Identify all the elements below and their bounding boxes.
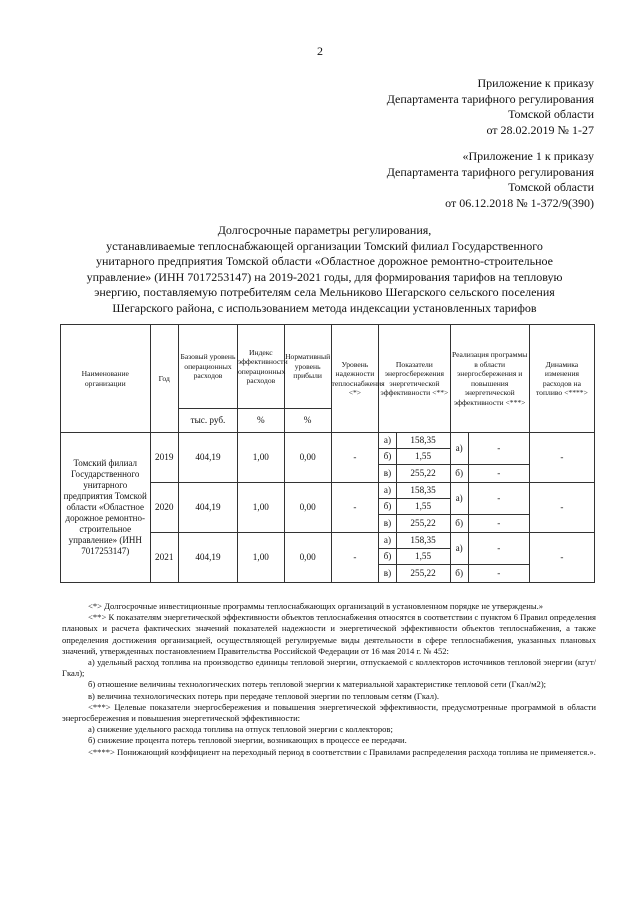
program-value: - bbox=[468, 515, 529, 533]
energy-value: 255,22 bbox=[396, 465, 450, 483]
parameters-table bbox=[60, 324, 595, 583]
program-label: б) bbox=[450, 515, 468, 533]
appendix-order-block bbox=[387, 76, 594, 138]
cell-base: 404,19 bbox=[178, 533, 237, 583]
cell-dynamics: - bbox=[529, 483, 594, 533]
cell-index: 1,00 bbox=[237, 533, 284, 583]
energy-label: в) bbox=[379, 515, 396, 533]
program-value: - bbox=[468, 533, 529, 565]
program-value: - bbox=[468, 433, 529, 465]
page-number: 2 bbox=[317, 44, 323, 58]
cell-dynamics: - bbox=[529, 433, 594, 483]
appendix-line: «Приложение 1 к приказу bbox=[462, 149, 594, 163]
unit-index: % bbox=[237, 409, 284, 433]
footnote: <****> Понижающий коэффициент на переходный период в соответствии с Правилами распределения расхода топлива не применяется.». bbox=[88, 746, 596, 757]
energy-label: б) bbox=[379, 549, 396, 565]
footnote: б) отношение величины технологических потерь тепловой энергии к материальной характеристике тепловой сети (Гкал/м2); bbox=[88, 679, 547, 690]
appendix-1-block bbox=[387, 149, 594, 211]
cell-profit: 0,00 bbox=[284, 483, 331, 533]
cell-reliability: - bbox=[331, 483, 379, 533]
table-header-row bbox=[61, 325, 595, 409]
footnote: в) величина технологических потерь при передаче тепловой энергии по тепловым сетям (Гкал). bbox=[88, 690, 440, 701]
energy-value: 1,55 bbox=[396, 449, 450, 465]
header-base: Базовый уровень операционных расходов bbox=[178, 325, 237, 409]
title-line: Долгосрочные параметры регулирования, bbox=[217, 223, 432, 237]
title-line: энергию, поставляемую потребителям села Мельниково Шегарского сельского поселения bbox=[94, 285, 555, 299]
cell-year: 2020 bbox=[150, 483, 178, 533]
unit-base: тыс. руб. bbox=[178, 409, 237, 433]
program-label: а) bbox=[450, 533, 468, 565]
appendix-line: от 28.02.2019 № 1-27 bbox=[486, 122, 594, 137]
cell-dynamics: - bbox=[529, 533, 594, 583]
energy-value: 1,55 bbox=[396, 549, 450, 565]
energy-label: б) bbox=[379, 449, 396, 465]
unit-profit: % bbox=[284, 409, 331, 433]
footnote: <***> Целевые показатели энергосбережения и повышения энергетической эффективности, предусмотренные программой в области энергосбережения и повышения энергетической эффективности: bbox=[62, 701, 596, 724]
cell-profit: 0,00 bbox=[284, 533, 331, 583]
cell-year: 2019 bbox=[150, 433, 178, 483]
energy-label: в) bbox=[379, 465, 396, 483]
footnote: <**> К показателям энергетической эффективности объектов теплоснабжения относятся в соответствии с пунктом 6 Правил определения плановых и расчета фактических значений показателей надежности и энергетической эффективности объектов теплоснабжения, а также определения достижения организацией, осуществляющей регулируемые виды деятельности в сфере теплоснабжения, указанных плановых значений, утвержденных постановлением Правительства Российской Федерации от 16 мая 2014 г. № 452: bbox=[62, 612, 596, 656]
appendix-line: Департамента тарифного регулирования bbox=[386, 164, 594, 179]
appendix-line: Департамента тарифного регулирования bbox=[386, 91, 594, 106]
footnote: б) снижение процента потерь тепловой энергии, возникающих в процессе ее передачи. bbox=[88, 735, 407, 746]
title-line: устанавливаемые теплоснабжающей организации Томский филиал Государственного bbox=[106, 238, 543, 253]
table-row bbox=[61, 433, 595, 449]
header-index: Индекс эффективности операционных расходов bbox=[237, 325, 284, 409]
appendix-line: Приложение к приказу bbox=[477, 76, 594, 90]
energy-value: 1,55 bbox=[396, 499, 450, 515]
program-value: - bbox=[468, 465, 529, 483]
title-line: Шегарского района, с использованием метода индексации установленных тарифов bbox=[112, 300, 537, 315]
energy-label: а) bbox=[379, 483, 396, 499]
program-label: а) bbox=[450, 483, 468, 515]
program-label: б) bbox=[450, 465, 468, 483]
appendix-line: Томской области bbox=[508, 107, 594, 121]
footnote: <*> Долгосрочные инвестиционные программы теплоснабжающих организаций в установленном порядке не утверждены.» bbox=[88, 601, 544, 611]
program-value: - bbox=[468, 483, 529, 515]
energy-label: а) bbox=[379, 533, 396, 549]
cell-base: 404,19 bbox=[178, 483, 237, 533]
cell-index: 1,00 bbox=[237, 483, 284, 533]
program-label: а) bbox=[450, 433, 468, 465]
program-value: - bbox=[468, 565, 529, 583]
footnotes bbox=[62, 601, 596, 758]
footnote: а) снижение удельного расхода топлива на отпуск тепловой энергии с коллекторов; bbox=[88, 724, 393, 735]
header-profit: Нормативный уровень прибыли bbox=[284, 325, 331, 409]
appendix-line: Томской области bbox=[508, 180, 594, 194]
document-title bbox=[52, 223, 597, 316]
header-program: Реализация программы в области энергосбережения и повышения энергетической эффективности <***> bbox=[450, 325, 529, 433]
energy-value: 158,35 bbox=[396, 533, 450, 549]
cell-reliability: - bbox=[331, 433, 379, 483]
header-org: Наименование организации bbox=[61, 325, 151, 433]
header-year: Год bbox=[150, 325, 178, 433]
cell-year: 2021 bbox=[150, 533, 178, 583]
header-dynamics: Динамика изменения расходов на топливо <****> bbox=[529, 325, 594, 433]
program-label: б) bbox=[450, 565, 468, 583]
energy-label: в) bbox=[379, 565, 396, 583]
energy-value: 158,35 bbox=[396, 483, 450, 499]
header-energy: Показатели энергосбережения энергетической эффективности <**> bbox=[379, 325, 450, 433]
cell-profit: 0,00 bbox=[284, 433, 331, 483]
energy-value: 255,22 bbox=[396, 515, 450, 533]
title-line: унитарного предприятия Томской области «Областное дорожное ремонтно-строительное bbox=[95, 254, 554, 268]
title-line: управление» (ИНН 7017253147) на 2019-2021 годы, для формирования тарифов на тепловую bbox=[86, 269, 563, 284]
appendix-line: от 06.12.2018 № 1-372/9(390) bbox=[445, 195, 594, 210]
organization-name: Томский филиал Государственного унитарного предприятия Томской области «Областное дорожное ремонтно-строительное управление» (ИНН 7017253147) bbox=[61, 433, 151, 583]
cell-base: 404,19 bbox=[178, 433, 237, 483]
cell-index: 1,00 bbox=[237, 433, 284, 483]
cell-reliability: - bbox=[331, 533, 379, 583]
energy-label: а) bbox=[379, 433, 396, 449]
energy-value: 158,35 bbox=[396, 433, 450, 449]
energy-label: б) bbox=[379, 499, 396, 515]
header-reliability: Уровень надежности теплоснабжения <*> bbox=[331, 325, 379, 433]
energy-value: 255,22 bbox=[396, 565, 450, 583]
footnote: а) удельный расход топлива на производство единицы тепловой энергии, отпускаемой с коллекторов источников тепловой энергии (кгут/Гкал); bbox=[62, 657, 596, 679]
